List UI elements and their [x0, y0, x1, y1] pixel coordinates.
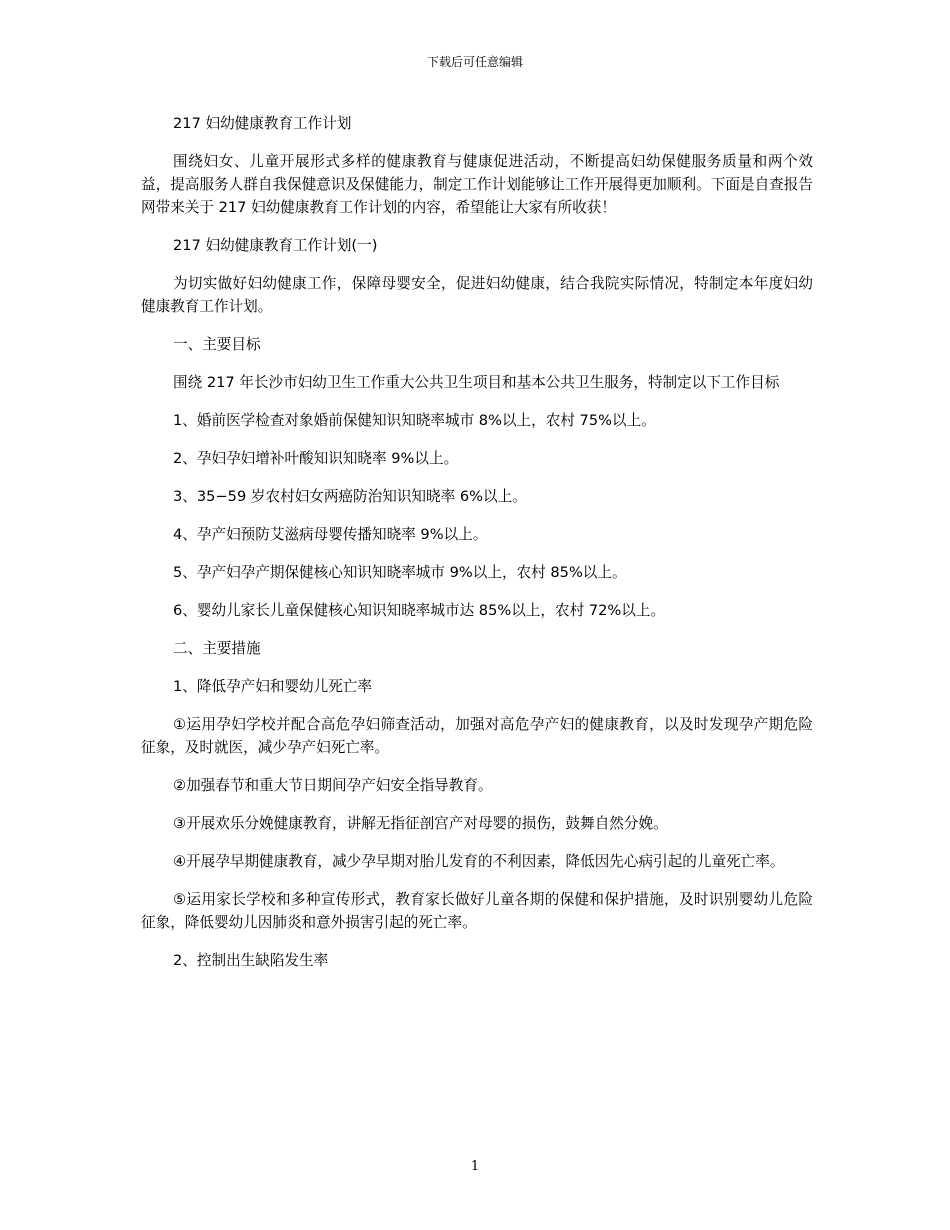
heading-main-measures: 二、主要措施 [173, 640, 261, 657]
goal-item: 1、婚前医学检查对象婚前保健知识知晓率城市 8%以上，农村 75%以上。 [173, 412, 656, 429]
purpose-paragraph: 为切实做好妇幼健康工作，保障母婴安全，促进妇幼健康，结合我院实际情况，特制定本年度妇幼健康教育工作计划。 [141, 275, 813, 315]
heading-main-goals: 一、主要目标 [173, 336, 261, 353]
goal-item: 4、孕产妇预防艾滋病母婴传播知晓率 9%以上。 [173, 526, 488, 543]
goal-item: 3、35−59 岁农村妇女两癌防治知识知晓率 6%以上。 [173, 488, 527, 505]
intro-paragraph: 围绕妇女、儿童开展形式多样的健康教育与健康促进活动，不断提高妇幼保健服务质量和两个效益，提高服务人群自我保健意识及保健能力，制定工作计划能够让工作开展得更加顺利。下面是自查报告网带来关于 217 妇幼健康教育工作计划的内容，希望能让大家有所收获！ [141, 153, 813, 216]
goals-intro-paragraph: 围绕 217 年长沙市妇幼卫生工作重大公共卫生项目和基本公共卫生服务，特制定以下工作目标 [173, 374, 780, 391]
measure-item: ②加强春节和重大节日期间孕产妇安全指导教育。 [173, 777, 493, 794]
document-title: 217 妇幼健康教育工作计划 [173, 115, 352, 132]
goal-item: 2、孕妇孕妇增补叶酸知识知晓率 9%以上。 [173, 450, 459, 467]
goal-item: 6、婴幼儿家长儿童保健核心知识知晓率城市达 85%以上，农村 72%以上。 [173, 602, 666, 619]
goal-item: 5、孕产妇孕产期保健核心知识知晓率城市 9%以上，农村 85%以上。 [173, 564, 627, 581]
measure-item: ⑤运用家长学校和多种宣传形式，教育家长做好儿童各期的保健和保护措施，及时识别婴幼儿危险征象，降低婴幼儿因肺炎和意外损害引起的死亡率。 [141, 891, 813, 931]
measure-subheading: 2、控制出生缺陷发生率 [173, 952, 329, 969]
measure-item: ④开展孕早期健康教育，减少孕早期对胎儿发育的不利因素，降低因先心病引起的儿童死亡率。 [173, 853, 785, 870]
document-body [141, 112, 813, 987]
page-header: 下载后可任意编辑 [426, 55, 523, 69]
page-number: 1 [470, 1159, 480, 1174]
measure-subheading: 1、降低孕产妇和婴幼儿死亡率 [173, 678, 373, 695]
measure-item: ③开展欢乐分娩健康教育，讲解无指征剖宫产对母婴的损伤，鼓舞自然分娩。 [173, 815, 668, 832]
section-title: 217 妇幼健康教育工作计划(一) [173, 237, 378, 254]
measure-item: ①运用孕妇学校并配合高危孕妇筛查活动，加强对高危孕产妇的健康教育，以及时发现孕产期危险征象，及时就医，减少孕产妇死亡率。 [141, 716, 813, 756]
